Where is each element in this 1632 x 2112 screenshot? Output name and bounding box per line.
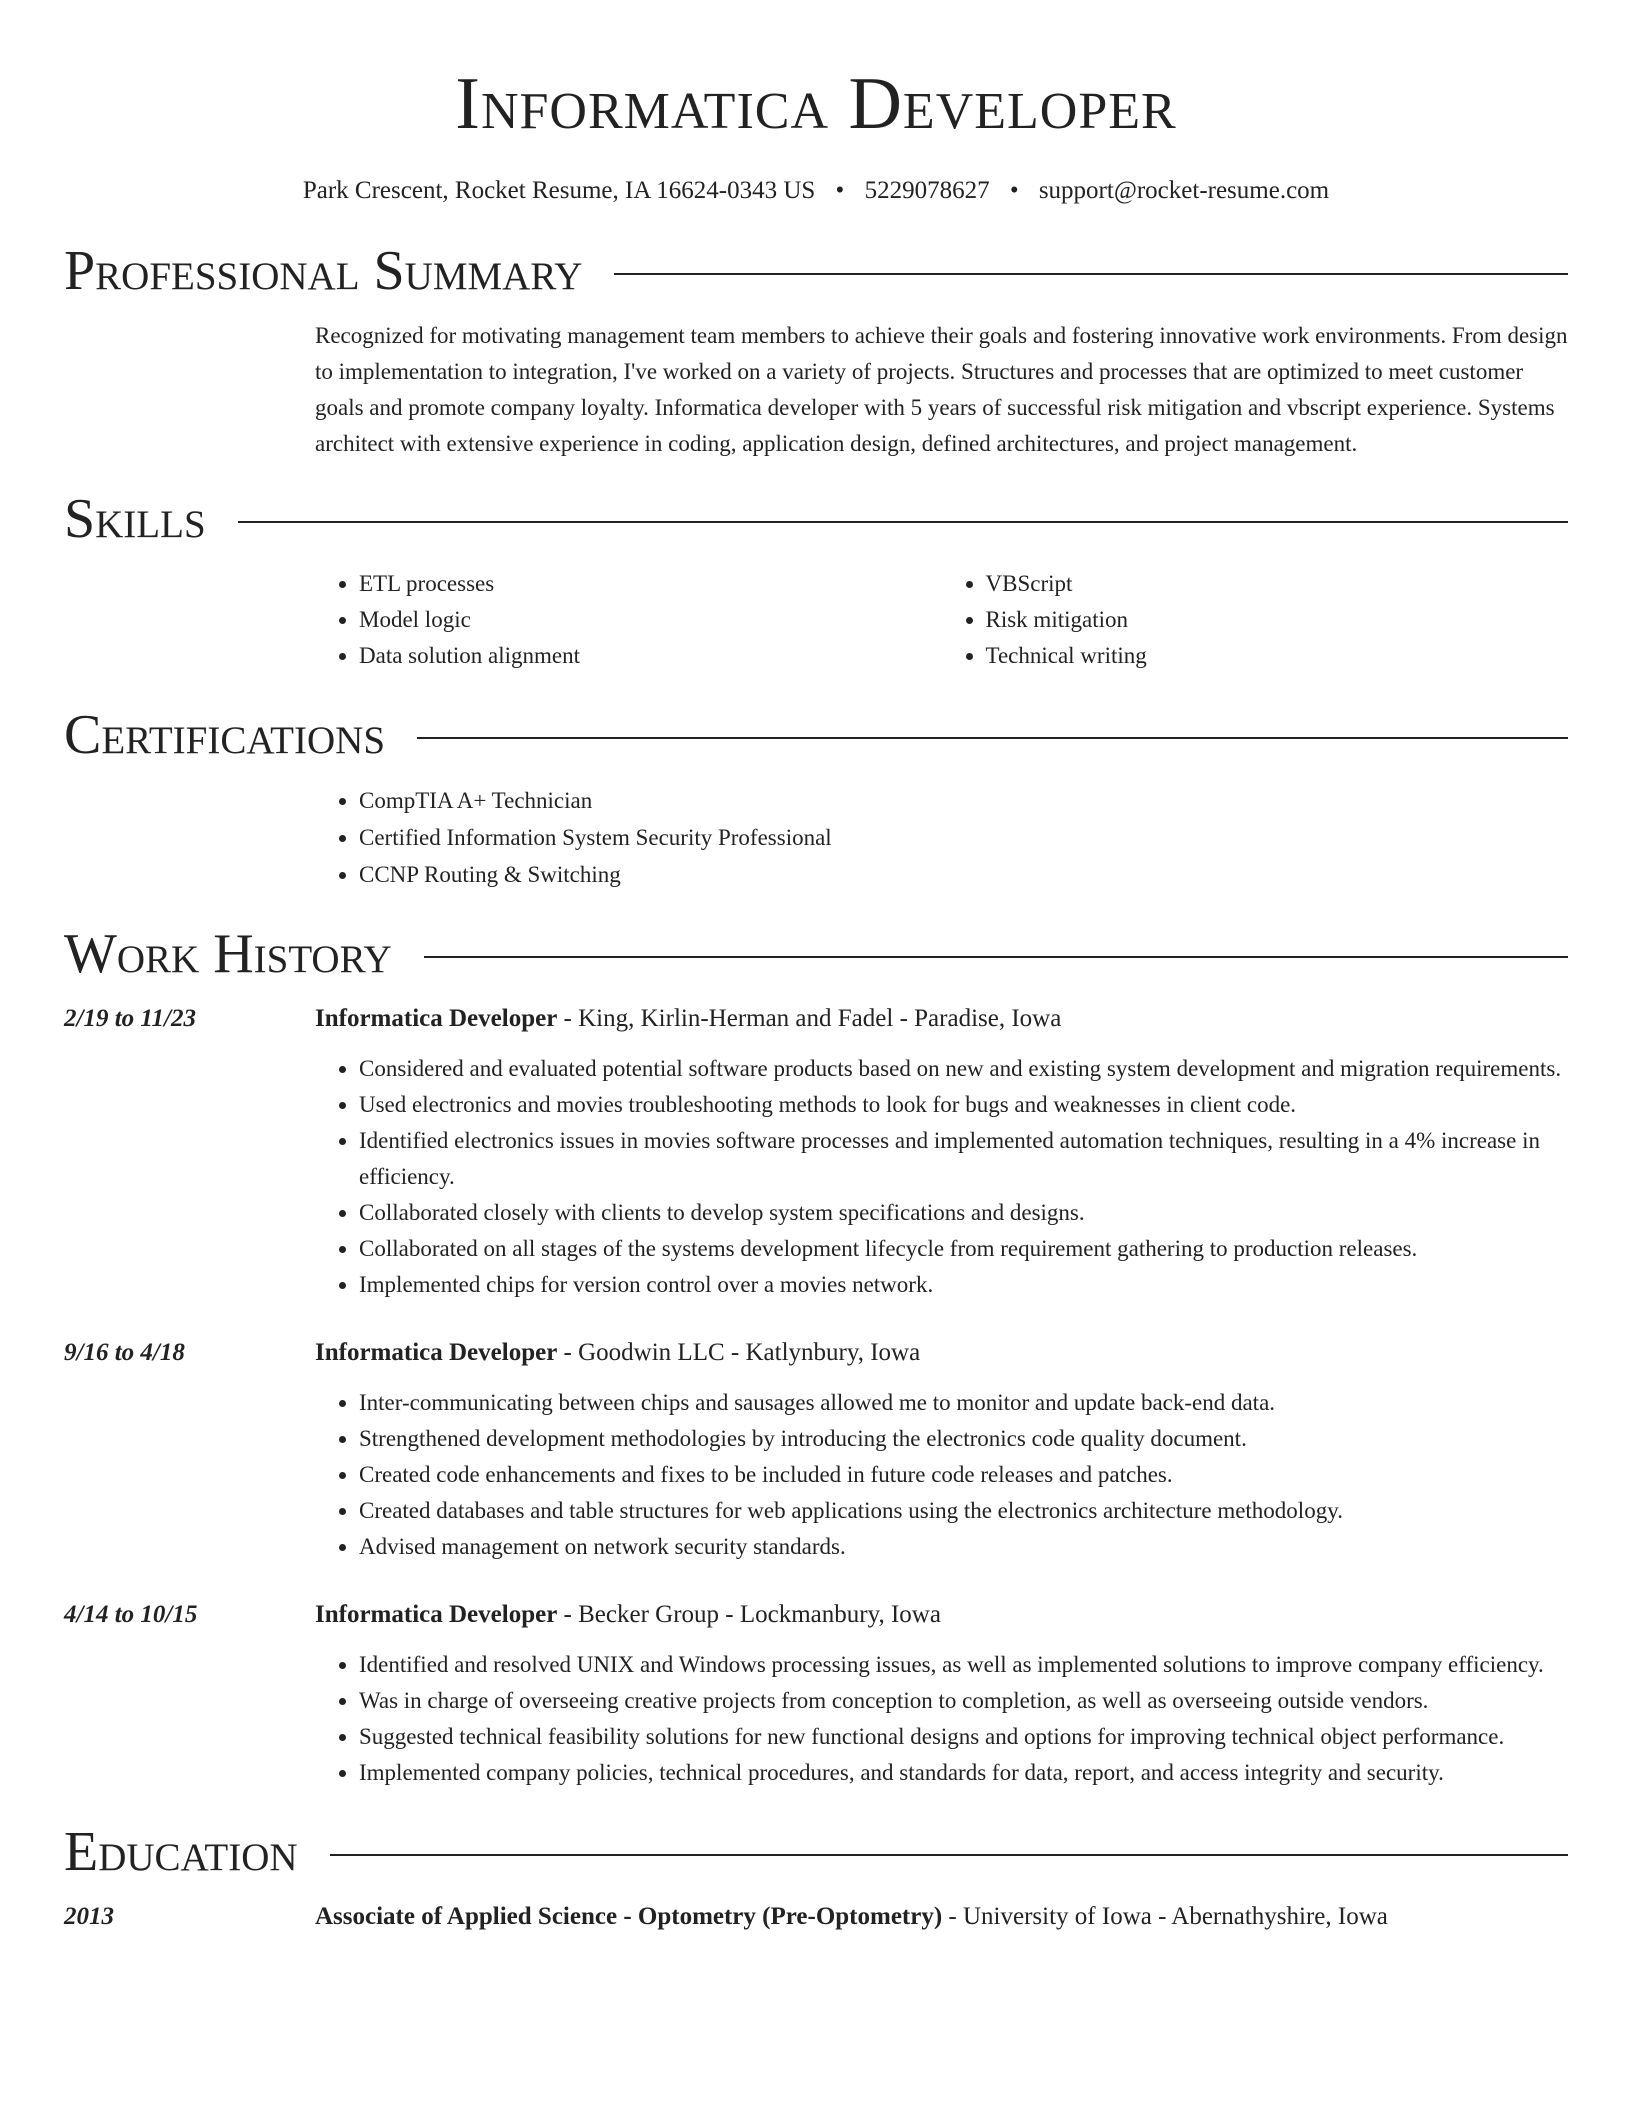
job-entry <box>64 1597 1568 1791</box>
skill-item: • Data solution alignment <box>359 638 942 674</box>
certifications-section <box>64 702 1568 893</box>
section-header <box>64 921 1568 987</box>
skills-list-right <box>942 566 1569 674</box>
job-title: Informatica Developer <box>315 1339 558 1366</box>
education-text <box>315 1899 1388 1935</box>
section-divider <box>417 737 1568 739</box>
section-title-summary: Professional Summary <box>64 240 583 302</box>
job-header-text <box>315 1335 920 1371</box>
work-history-section <box>64 921 1568 1791</box>
skills-section <box>64 486 1568 674</box>
job-title: Informatica Developer <box>315 1005 558 1032</box>
section-header <box>64 486 1568 552</box>
contact-line <box>64 174 1568 208</box>
summary-section <box>64 238 1568 462</box>
job-dates: 2/19 to 11/23 <box>64 1005 196 1032</box>
job-bullet: • Collaborated on all stages of the systems development lifecycle from requirement gathering to production releases. <box>359 1231 1568 1267</box>
skill-item: • ETL processes <box>359 566 942 602</box>
job-dates: 4/14 to 10/15 <box>64 1601 198 1628</box>
job-title: Informatica Developer <box>315 1601 558 1628</box>
job-employer: - King, Kirlin-Herman and Fadel - Paradise, Iowa <box>557 1005 1062 1032</box>
section-divider <box>330 1854 1568 1856</box>
job-bullet: • Identified electronics issues in movies software processes and implemented automation techniques, resulting in a 4% increase in efficiency. <box>359 1123 1568 1195</box>
education-year: 2013 <box>64 1903 114 1930</box>
certification-item: • Certified Information System Security Professional <box>359 819 1568 856</box>
job-employer: - Becker Group - Lockmanbury, Iowa <box>557 1601 941 1628</box>
job-bullet: • Was in charge of overseeing creative projects from conception to completion, as well as overseeing outside vendors. <box>359 1683 1568 1719</box>
education-section <box>64 1819 1568 1935</box>
job-heading <box>64 1597 1568 1633</box>
education-degree: Associate of Applied Science - Optometry (Pre-Optometry) <box>315 1903 943 1930</box>
contact-phone: 5229078627 <box>864 177 990 204</box>
skills-grid <box>315 566 1568 674</box>
job-bullet: • Inter-communicating between chips and sausages allowed me to monitor and update back-end data. <box>359 1385 1568 1421</box>
job-bullet: • Implemented company policies, technical procedures, and standards for data, report, and access integrity and security. <box>359 1755 1568 1791</box>
job-heading <box>64 1001 1568 1037</box>
skill-item: • VBScript <box>986 566 1569 602</box>
job-header-text <box>315 1001 1061 1037</box>
section-header <box>64 702 1568 768</box>
job-bullet: • Used electronics and movies troubleshooting methods to look for bugs and weaknesses in client code. <box>359 1087 1568 1123</box>
section-header <box>64 238 1568 304</box>
education-entry <box>64 1899 1568 1935</box>
job-heading <box>64 1335 1568 1371</box>
contact-address: Park Crescent, Rocket Resume, IA 16624-0343 US <box>302 177 816 204</box>
section-title-work-history: Work History <box>64 923 392 985</box>
job-entry <box>64 1335 1568 1565</box>
contact-separator: • <box>1009 177 1019 204</box>
job-bullet: • Created databases and table structures for web applications using the electronics architecture methodology. <box>359 1493 1568 1529</box>
certification-item: • CCNP Routing & Switching <box>359 856 1568 893</box>
job-bullet: • Suggested technical feasibility solutions for new functional designs and options for improving technical object performance. <box>359 1719 1568 1755</box>
summary-text: Recognized for motivating management team members to achieve their goals and fostering innovative work environments. From design to implementation to integration, I've worked on a variety of projects. Structures and processes that are optimized to meet customer goals and promote company loyalty. Informatica developer with 5 years of successful risk mitigation and vbscript experience. Systems architect with extensive experience in coding, application design, defined architectures, and project management. <box>315 323 1568 456</box>
job-bullets <box>315 1647 1568 1791</box>
job-bullet: • Collaborated closely with clients to develop system specifications and designs. <box>359 1195 1568 1231</box>
certification-item: • CompTIA A+ Technician <box>359 782 1568 819</box>
job-bullet: • Strengthened development methodologies by introducing the electronics code quality document. <box>359 1421 1568 1457</box>
skill-item: • Model logic <box>359 602 942 638</box>
skill-item: • Risk mitigation <box>986 602 1569 638</box>
education-school: - University of Iowa - Abernathyshire, Iowa <box>942 1903 1388 1930</box>
job-bullet: • Considered and evaluated potential software products based on new and existing system development and migration requirements. <box>359 1051 1568 1087</box>
job-entry <box>64 1001 1568 1303</box>
contact-email: support@rocket-resume.com <box>1038 177 1330 204</box>
job-bullet: • Created code enhancements and fixes to be included in future code releases and patches. <box>359 1457 1568 1493</box>
job-bullet: • Advised management on network security standards. <box>359 1529 1568 1565</box>
section-title-skills: Skills <box>64 488 206 550</box>
section-title-certifications: Certifications <box>64 704 386 766</box>
certifications-list <box>315 782 1568 893</box>
section-divider <box>238 521 1568 523</box>
section-header <box>64 1819 1568 1885</box>
section-divider <box>614 273 1568 275</box>
job-dates: 9/16 to 4/18 <box>64 1339 185 1366</box>
job-bullets <box>315 1051 1568 1303</box>
section-title-education: Education <box>64 1821 298 1883</box>
skill-item: • Technical writing <box>986 638 1569 674</box>
contact-separator: • <box>835 177 845 204</box>
job-employer: - Goodwin LLC - Katlynbury, Iowa <box>557 1339 921 1366</box>
candidate-name: Informatica Developer <box>455 63 1177 145</box>
job-header-text <box>315 1597 941 1633</box>
job-bullet: • Implemented chips for version control over a movies network. <box>359 1267 1568 1303</box>
skills-list-left <box>315 566 942 674</box>
job-bullets <box>315 1385 1568 1565</box>
job-bullet: • Identified and resolved UNIX and Windows processing issues, as well as implemented solutions to improve company efficiency. <box>359 1647 1568 1683</box>
section-divider <box>424 956 1568 958</box>
